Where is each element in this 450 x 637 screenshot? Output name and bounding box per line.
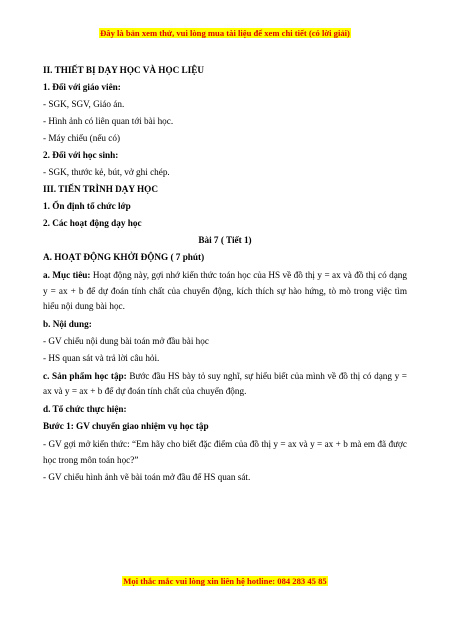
preview-notice-text: Đây là bản xem thử, vui lòng mua tài liệu để xem chi tiết (có lời giải) (100, 28, 350, 38)
teacher-item: - Hình ảnh có liên quan tới bài học. (43, 116, 174, 126)
organization-heading: d. Tổ chức thực hiện: (43, 403, 127, 414)
step1-item: - GV gợi mở kiến thức: “Em hãy cho biết đặc điểm của đồ thị y = ax và y = ax + b mà em đã được học trong môn toán học?” (43, 438, 407, 465)
content-item: - GV chiếu nội dung bài toán mở đầu bài học (43, 335, 209, 346)
process-step: 1. Ổn định tổ chức lớp (43, 201, 131, 211)
section-title-process: III. TIẾN TRÌNH DẠY HỌC (43, 184, 158, 194)
product-label: c. Sản phẩm học tập: (43, 370, 127, 381)
hotline-banner (0, 576, 450, 586)
teacher-item: - SGK, SGV, Giáo án. (43, 99, 125, 109)
goal-paragraph (43, 268, 407, 315)
step1-item: - GV chiếu hình ảnh vẽ bài toán mở đầu để HS quan sát. (43, 472, 251, 483)
content-heading: b. Nội dung: (43, 318, 92, 329)
goal-text: Hoạt động này, gợi nhớ kiến thức toán học của HS về đồ thị y = ax và đồ thị có dạng y = ax + b để dự đoán tính chất của chuyển động, kích thích sự hào hứng, tò mò trong việc tìm hiểu nội dung bài học. (43, 270, 407, 312)
student-heading: 2. Đối với học sinh: (43, 150, 119, 160)
process-step: 2. Các hoạt động dạy học (43, 218, 142, 228)
teacher-heading: 1. Đối với giáo viên: (43, 82, 121, 92)
content-item: - HS quan sát và trả lời câu hỏi. (43, 352, 160, 363)
goal-label: a. Mục tiêu: (43, 270, 91, 280)
hotline-text: Mọi thắc mắc vui lòng xin liên hệ hotline: 084 283 45 85 (123, 576, 327, 586)
document-body (43, 64, 407, 488)
activity-title: A. HOẠT ĐỘNG KHỞI ĐỘNG ( 7 phút) (43, 252, 205, 262)
teacher-item: - Máy chiếu (nếu có) (43, 133, 121, 143)
preview-notice-banner (0, 28, 450, 38)
product-paragraph (43, 369, 407, 400)
step1-heading: Bước 1: GV chuyển giao nhiệm vụ học tập (43, 420, 209, 431)
student-item: - SGK, thước kẻ, bút, vở ghi chép. (43, 167, 170, 177)
section-title-equipment: II. THIẾT BỊ DẠY HỌC VÀ HỌC LIỆU (43, 65, 204, 75)
product-text: Bước đầu HS bày tỏ suy nghĩ, sự hiểu biết của mình về đồ thị có dạng y = ax và y = ax + b để dự đoán tính chất của chuyển động. (43, 370, 407, 397)
lesson-title: Bài 7 ( Tiết 1) (198, 235, 252, 245)
